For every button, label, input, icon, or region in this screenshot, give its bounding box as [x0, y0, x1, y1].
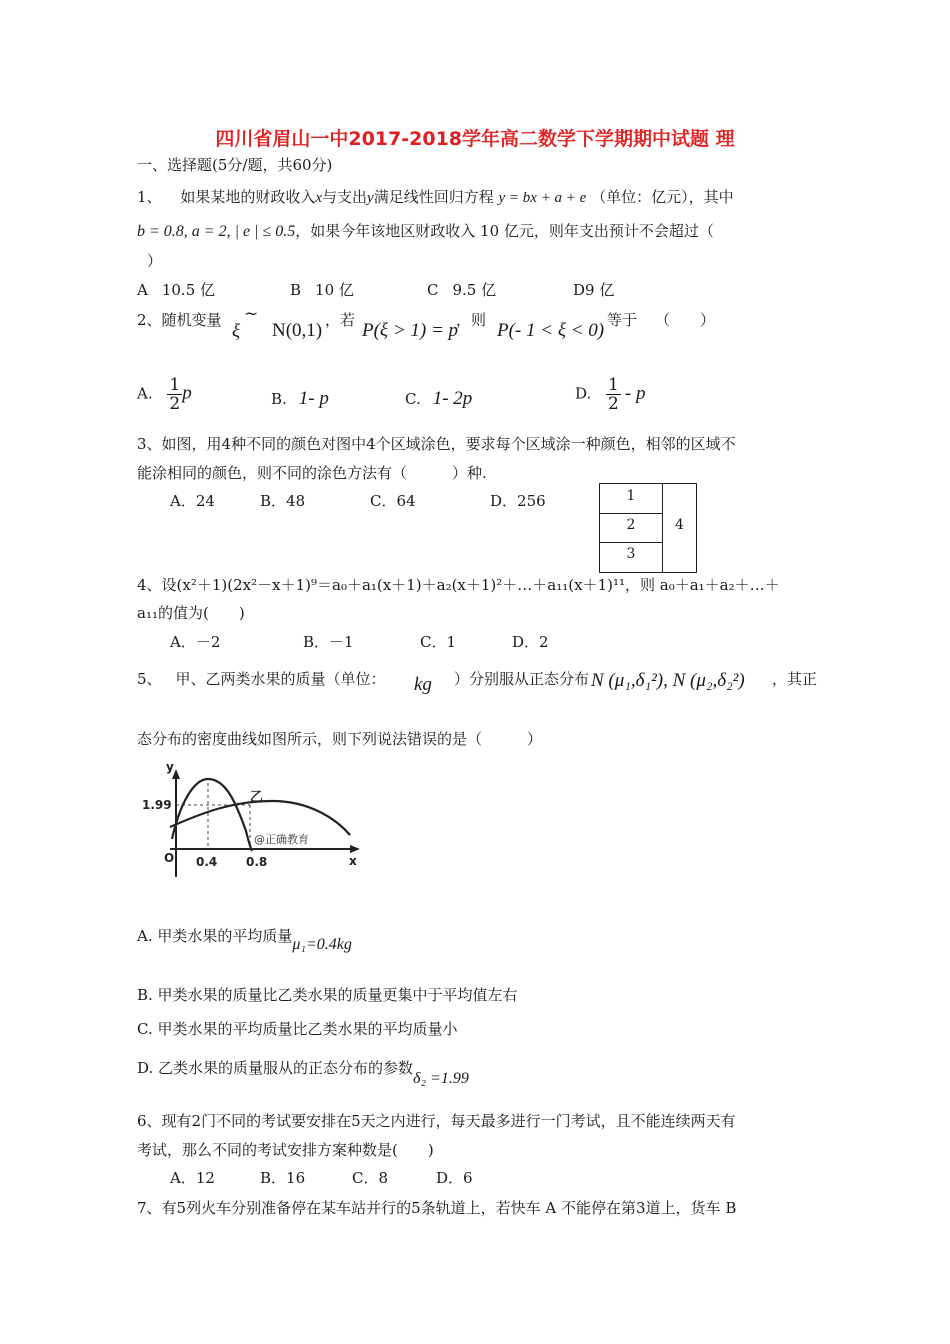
curve-yi — [170, 801, 350, 835]
q2-number: 2、随机变量 — [137, 311, 222, 329]
q5-text-c: ，其正 — [772, 670, 818, 688]
region-2: 2 — [626, 517, 636, 533]
q1-option-c-label: C — [427, 281, 439, 299]
figure-x-tick-0-4: 0.4 — [196, 855, 218, 869]
q5-number: 5、 — [137, 670, 162, 688]
q1-option-d — [573, 279, 614, 300]
q5-option-d-text: D. 乙类水果的质量服从的正态分布的参数 — [137, 1059, 414, 1077]
q2-option-c-text: 1- 2p — [432, 388, 473, 409]
figure-x-label: x — [349, 854, 357, 868]
q5-option-c: C. 甲类水果的平均质量比乙类水果的平均质量小 — [137, 1020, 458, 1038]
q1-option-d-label: D — [573, 281, 586, 299]
region-3: 3 — [626, 546, 636, 562]
q5-line-1 — [137, 668, 386, 689]
q5-option-a-math: μ₁=0.4kg — [292, 936, 352, 953]
q6-option-a: A．12 — [170, 1169, 215, 1187]
q6-option-d: D．6 — [436, 1169, 473, 1187]
q1-close-paren: ） — [147, 252, 163, 270]
q2-option-a-fraction — [167, 376, 182, 413]
q2-xi: ξ — [232, 321, 241, 342]
q2-option-b-text: 1- p — [298, 388, 329, 409]
q1-option-b-label: B — [290, 281, 302, 299]
q5-unit: kg — [414, 674, 432, 695]
q2-option-c — [405, 388, 472, 410]
q1-option-c — [427, 279, 496, 300]
q1-conditions: b = 0.8, a = 2, | e | ≤ 0.5 — [137, 223, 296, 240]
question-1-line-1 — [137, 186, 734, 207]
q2-option-d-numerator: 1 — [608, 375, 619, 395]
page-title: 四川省眉山一中2017-2018学年高二数学下学期期中试题 理 — [215, 128, 735, 150]
q5-option-d-math: δ₂ =1.99 — [413, 1070, 469, 1087]
density-curve-figure — [142, 763, 372, 891]
q2-option-d-fraction — [606, 376, 621, 413]
q2-option-d-tail: - p — [624, 382, 646, 404]
q2-paren: （ ） — [655, 311, 716, 329]
q2-equals: 等于 — [607, 311, 638, 329]
q6-line-2: 考试，那么不同的考试安排方案种数是( ) — [137, 1141, 434, 1159]
figure-curve-label-yi: 乙 — [250, 790, 264, 805]
q2-option-d-label: D. — [575, 384, 592, 403]
q6-line-1: 6、现有2门不同的考试要安排在5天之内进行，每天最多进行一门考试，且不能连续两天有 — [137, 1112, 736, 1130]
q1-option-b-text: 10 亿 — [315, 281, 354, 299]
q1-option-c-text: 9.5 亿 — [452, 281, 497, 299]
figure-watermark: @正确教育 — [254, 833, 309, 846]
q5-line-2: 态分布的密度曲线如图所示，则下列说法错误的是（ ） — [137, 730, 543, 748]
q6-option-c: C．8 — [352, 1169, 389, 1187]
q1-regression-equation: y = bx + a + e — [498, 190, 587, 206]
q2-option-a-tail: p — [182, 382, 192, 404]
q5-option-b: B. 甲类水果的质量比乙类水果的质量更集中于平均值左右 — [137, 986, 518, 1004]
q3-line-1: 3、如图，用4种不同的颜色对图中4个区域涂色，要求每个区域涂一种颜色，相邻的区域不 — [137, 435, 736, 453]
q3-option-a: A．24 — [170, 492, 215, 510]
q3-option-d: D．256 — [490, 492, 546, 510]
q6-option-b: B．16 — [260, 1169, 306, 1187]
region-4: 4 — [675, 517, 684, 533]
q3-line-2: 能涂相同的颜色，则不同的涂色方法有（ ）种. — [137, 464, 487, 482]
q2-distribution: N(0,1) — [272, 320, 323, 341]
figure-y-tick: 1.99 — [142, 798, 172, 812]
q2-tilde: ~ — [244, 304, 259, 324]
q2-option-a-denominator: 2 — [169, 394, 181, 414]
q5-option-a — [137, 925, 352, 953]
q2-option-b — [271, 388, 329, 410]
q1-var-y: y — [367, 190, 374, 206]
q5-distribution: N (μ₁,δ₁²), N (μ₂,δ₂²) — [591, 670, 745, 691]
q2-then: ，则 — [456, 311, 487, 329]
q2-option-d-denominator: 2 — [608, 394, 619, 414]
q4-option-d: D．2 — [512, 633, 549, 651]
q2-condition: P(ξ > 1) = p — [362, 320, 459, 341]
q4-option-a: A．－2 — [170, 633, 221, 651]
q1-option-b — [290, 279, 354, 300]
q2-target: P(- 1 < ξ < 0) — [497, 320, 605, 341]
q1-number: 1、 — [137, 188, 162, 206]
region-1: 1 — [626, 488, 636, 504]
q5-text-b: ）分别服从正态分布 — [454, 670, 590, 688]
section-heading: 一、选择题(5分/题，共60分) — [137, 156, 333, 174]
q1-text-d: （单位：亿元），其中 — [591, 188, 734, 206]
q1-text-e: ，如果今年该地区财政收入 10 亿元，则年支出预计不会超过（ — [295, 222, 714, 240]
q2-option-d — [575, 376, 645, 413]
q2-option-a-label: A. — [137, 384, 153, 403]
q5-option-d — [137, 1057, 469, 1087]
q1-var-x: x — [315, 190, 323, 206]
region-grid — [599, 483, 697, 573]
q2-option-a — [137, 376, 192, 413]
q4-line-1: 4、设(x²＋1)(2x²－x＋1)⁹＝a₀＋a₁(x＋1)＋a₂(x＋1)²＋…＋a₁₁(x＋1)¹¹，则 a₀＋a₁＋a₂＋…＋ — [137, 576, 780, 594]
q1-option-a — [137, 279, 215, 300]
q1-option-a-label: A — [137, 281, 148, 299]
grid-divider-2 — [600, 542, 662, 543]
density-curve-svg — [142, 763, 372, 891]
q2-if: ，若 — [325, 311, 356, 329]
q4-line-2: a₁₁的值为( ) — [137, 604, 245, 622]
q2-option-b-label: B. — [271, 390, 287, 408]
figure-y-label: y — [166, 763, 174, 774]
q1-option-a-text: 10.5 亿 — [161, 281, 216, 299]
curve-jia — [172, 779, 252, 851]
x-axis-arrow — [350, 845, 360, 853]
figure-origin: O — [164, 851, 175, 865]
q7-line-1: 7、有5列火车分别准备停在某车站并行的5条轨道上，若快车 A 不能停在第3道上，货车 B — [137, 1199, 737, 1217]
q2-option-c-label: C. — [405, 390, 421, 408]
grid-divider-1 — [600, 513, 662, 514]
q1-text-c: 满足线性回归方程 — [373, 188, 494, 206]
q1-text-a: 如果某地的财政收入 — [180, 188, 316, 206]
question-1-line-2 — [137, 220, 714, 241]
q4-option-b: B．－1 — [303, 633, 354, 651]
q3-option-c: C．64 — [370, 492, 416, 510]
q3-option-b: B．48 — [260, 492, 306, 510]
q5-option-a-text: A. 甲类水果的平均质量 — [137, 927, 293, 945]
q4-option-c: C．1 — [420, 633, 457, 651]
q2-option-a-numerator: 1 — [169, 375, 181, 395]
q1-text-b: 与支出 — [322, 188, 368, 206]
q5-text-a: 甲、乙两类水果的质量（单位： — [175, 670, 386, 688]
figure-x-tick-0-8: 0.8 — [246, 855, 268, 869]
q1-option-d-text: 9 亿 — [585, 281, 615, 299]
